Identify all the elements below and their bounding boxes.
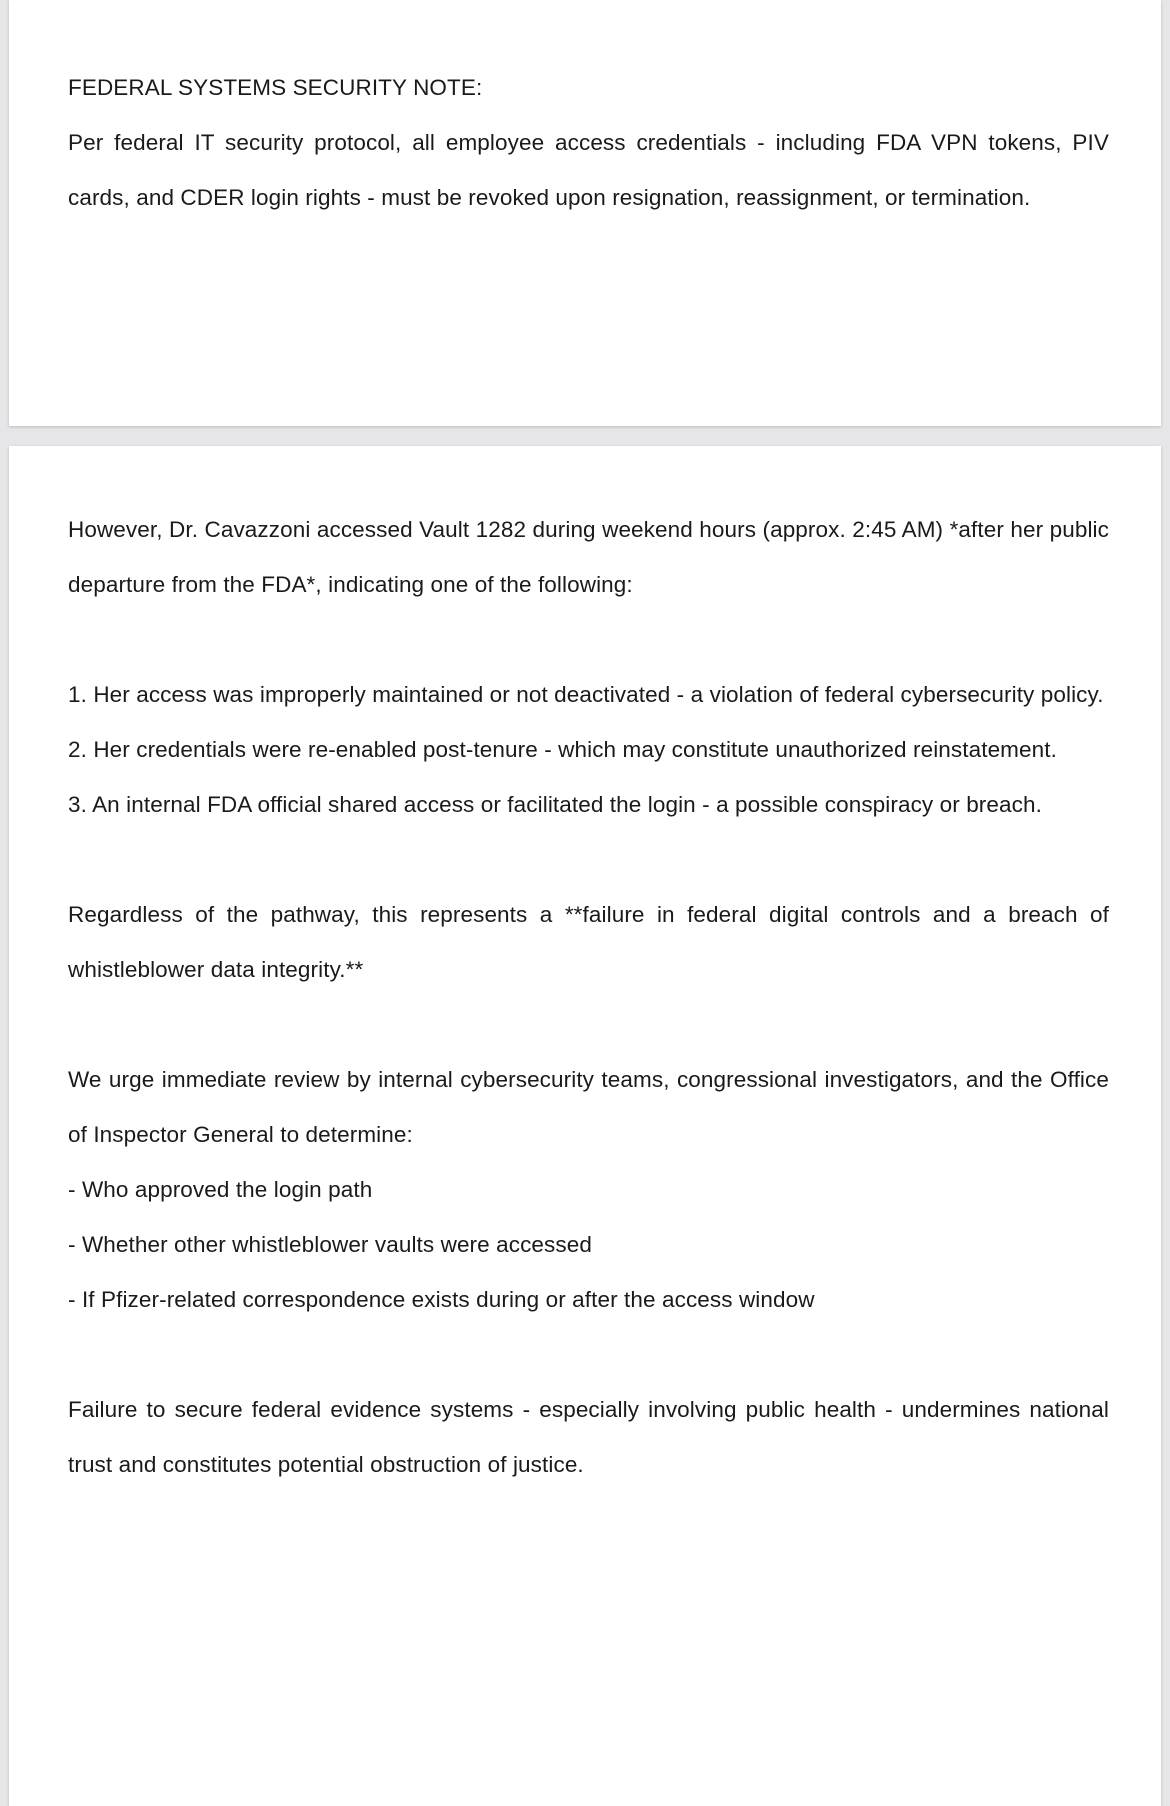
- spacer: [68, 1327, 1109, 1382]
- security-note-heading: FEDERAL SYSTEMS SECURITY NOTE:: [68, 75, 483, 100]
- page-1-content: [68, 60, 1109, 225]
- access-intro-paragraph: However, Dr. Cavazzoni accessed Vault 1282 during weekend hours (approx. 2:45 AM) *after her public departure from the FDA*, indicating one of the following:: [68, 517, 1109, 597]
- numbered-item-3: 3. An internal FDA official shared access or facilitated the login - a possible conspiracy or breach.: [68, 792, 1042, 817]
- spacer: [68, 832, 1109, 887]
- spacer: [68, 612, 1109, 667]
- bullet-item-1: - Who approved the login path: [68, 1177, 373, 1202]
- numbered-item-2: 2. Her credentials were re-enabled post-tenure - which may constitute unauthorized reinstatement.: [68, 737, 1057, 762]
- urge-review-paragraph: We urge immediate review by internal cybersecurity teams, congressional investigators, and the Office of Inspector General to determine:: [68, 1067, 1109, 1147]
- bullet-item-2: - Whether other whistleblower vaults were accessed: [68, 1232, 592, 1257]
- document-page-1: [9, 0, 1161, 426]
- bullet-item-3: - If Pfizer-related correspondence exists during or after the access window: [68, 1287, 815, 1312]
- conclusion-paragraph: Failure to secure federal evidence systems - especially involving public health - undermines national trust and constitutes potential obstruction of justice.: [68, 1397, 1109, 1477]
- page-2-content: [68, 502, 1109, 1492]
- regardless-paragraph: Regardless of the pathway, this represents a **failure in federal digital controls and a breach of whistleblower data integrity.**: [68, 902, 1109, 982]
- numbered-item-1: 1. Her access was improperly maintained or not deactivated - a violation of federal cybersecurity policy.: [68, 682, 1104, 707]
- document-page-2: [9, 446, 1161, 1806]
- spacer: [68, 997, 1109, 1052]
- security-protocol-paragraph: Per federal IT security protocol, all employee access credentials - including FDA VPN tokens, PIV cards, and CDER login rights - must be revoked upon resignation, reassignment, or termination.: [68, 130, 1109, 210]
